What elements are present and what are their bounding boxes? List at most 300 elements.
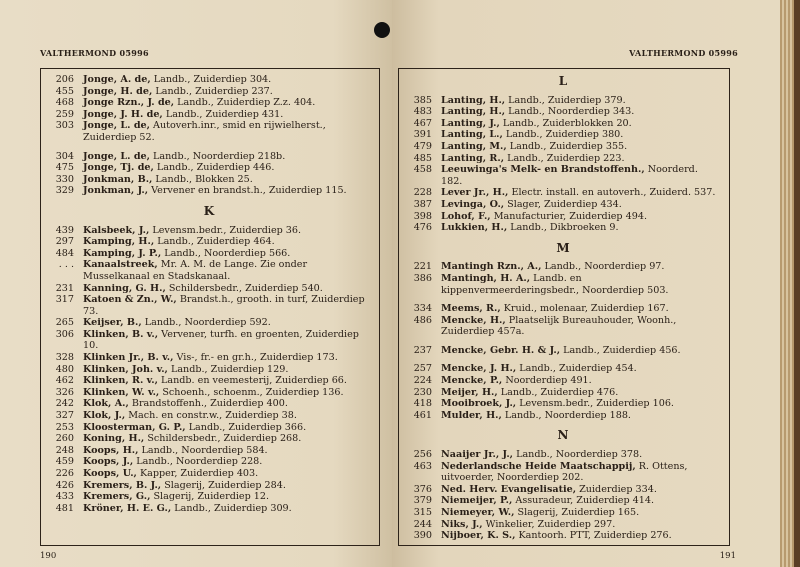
directory-entry (405, 530, 721, 542)
entry-text (83, 109, 371, 121)
subscriber-details: Landb., Zuiderdiep 366. (185, 421, 307, 433)
phone-number: 390 (413, 530, 432, 542)
page-number: 191 (719, 551, 736, 561)
section-letter: N (557, 428, 569, 443)
entry-text (441, 484, 721, 496)
subscriber-details: Landb., Zuiderdiep 431. (162, 108, 284, 120)
subscriber-details: Landb., Zuiderblokken 20. (499, 117, 632, 129)
subscriber-name: Naaijer Jr., J., (441, 449, 514, 461)
subscriber-name: Meems, R., (441, 303, 501, 315)
phone-number: . . . (58, 259, 74, 271)
subscriber-details: Landb., Zuiderdiep 304. (150, 74, 272, 85)
subscriber-name: Mulder, H., (441, 409, 502, 421)
subscriber-name: Jonge, Tj. de, (83, 162, 154, 174)
entry-text (83, 283, 371, 295)
spacer (405, 296, 721, 303)
subscriber-details: Landb., Zuiderdiep 464. (154, 236, 275, 248)
phone-number: 231 (55, 282, 74, 294)
phone-number: 387 (413, 198, 432, 210)
directory-entry (405, 164, 721, 187)
directory-entry (405, 261, 721, 273)
directory-entry (47, 97, 371, 109)
directory-entry (405, 410, 721, 422)
subscriber-details: Landb., Zuiderdiep 379. (505, 94, 626, 106)
phone-number: 304 (55, 150, 74, 162)
subscriber-name: Kanaalstreek, (83, 259, 158, 271)
subscriber-details: Winkelier, Zuiderdiep 297. (482, 518, 616, 530)
directory-entry (405, 363, 721, 375)
subscriber-name: Kröner, H. E. G., (83, 502, 172, 514)
phone-number: 476 (413, 222, 432, 234)
entry-text (441, 187, 721, 199)
phone-number: 330 (55, 173, 74, 185)
entry-list (47, 74, 371, 514)
directory-entry (47, 162, 371, 174)
subscriber-details: R. Ottens, uitvoerder, Noorderdiep 202. (441, 460, 688, 484)
subscriber-details: Landb., Noorderdiep 584. (138, 444, 268, 456)
directory-entry (405, 187, 721, 199)
phone-number: 221 (413, 261, 432, 273)
entry-text (83, 74, 371, 86)
entry-text (441, 363, 721, 375)
directory-entry (47, 468, 371, 480)
subscriber-details: Levensm.bedr., Zuiderdiep 106. (516, 398, 674, 410)
phone-number: 328 (55, 352, 74, 364)
directory-entry (405, 211, 721, 223)
entry-text (83, 387, 371, 399)
entry-text (441, 211, 721, 223)
subscriber-name: Nederlandsche Heide Maatschappij, (441, 460, 636, 472)
subscriber-details: Landb., Zuiderdiep 456. (560, 344, 681, 356)
entry-text (83, 162, 371, 174)
directory-entry (405, 315, 721, 338)
subscriber-name: Katoen & Zn., W., (83, 294, 177, 306)
subscriber-name: Lanting, R., (441, 152, 505, 164)
directory-entry (47, 248, 371, 260)
subscriber-name: Jonge, J. H. de, (83, 108, 163, 120)
subscriber-name: Kremers, B. J., (83, 479, 162, 491)
section-letter: K (203, 203, 215, 218)
phone-number: 297 (55, 236, 74, 248)
directory-entry (47, 364, 371, 376)
entry-text (441, 118, 721, 130)
directory-entry (47, 410, 371, 422)
subscriber-name: Klinken Jr., B. v., (83, 352, 174, 364)
phone-number: 461 (413, 409, 432, 421)
phone-number: 260 (55, 433, 74, 445)
left-page (0, 0, 392, 567)
directory-entry (47, 480, 371, 492)
subscriber-details: Landb., Noorderdiep 566. (161, 247, 291, 259)
phone-number: 458 (413, 164, 432, 176)
directory-entry (47, 174, 371, 186)
directory-entry (47, 236, 371, 248)
subscriber-details: Slager, Zuiderdiep 434. (504, 198, 622, 210)
phone-number: 459 (55, 456, 74, 468)
subscriber-details: Slagerij, Zuiderdiep 284. (161, 479, 286, 491)
directory-entry (405, 519, 721, 531)
spacer (405, 338, 721, 345)
subscriber-details: Kruid., molenaar, Zuiderdiep 167. (500, 303, 669, 315)
phone-number: 224 (413, 375, 432, 387)
phone-number: 244 (413, 518, 432, 530)
directory-entry (405, 273, 721, 296)
directory-entry (405, 345, 721, 357)
entry-text (441, 153, 721, 165)
directory-entry (47, 259, 371, 282)
directory-entry (405, 387, 721, 399)
phone-number: 265 (55, 317, 74, 329)
page-header: VALTHERMOND 05996 (629, 48, 738, 58)
subscriber-name: Klinken, Joh. v., (83, 363, 168, 375)
directory-entry (405, 449, 721, 461)
directory-entry (405, 106, 721, 118)
subscriber-details: Noorderd. 182. (441, 164, 698, 187)
subscriber-details: Landb., Noorderdiep 97. (541, 261, 665, 273)
subscriber-name: Kamping, J. P., (83, 247, 162, 259)
directory-entry (405, 495, 721, 507)
subscriber-name: Lanting, H., (441, 106, 506, 118)
directory-frame (398, 68, 730, 546)
phone-number: 248 (55, 444, 74, 456)
directory-entry (47, 294, 371, 317)
subscriber-name: Koops, J., (83, 456, 134, 468)
entry-text (441, 106, 721, 118)
directory-entry (405, 129, 721, 141)
entry-text (83, 329, 371, 352)
directory-entry (405, 398, 721, 410)
subscriber-details: Schildersbedr., Zuiderdiep 268. (144, 433, 302, 445)
subscriber-details: Landb., Zuiderdiep 380. (502, 129, 624, 141)
page-edges (780, 0, 800, 567)
directory-entry (47, 352, 371, 364)
entry-text (83, 174, 371, 186)
subscriber-details: Landb., Zuiderdiep 309. (171, 502, 292, 514)
subscriber-name: Kremers, G., (83, 491, 151, 503)
phone-number: 398 (413, 210, 432, 222)
entry-text (83, 352, 371, 364)
subscriber-name: Keijser, B., (83, 317, 142, 329)
subscriber-name: Mantingh Rzn., A., (441, 261, 542, 273)
entry-list (405, 74, 721, 542)
entry-text (441, 398, 721, 410)
directory-entry (47, 503, 371, 515)
directory-entry (47, 491, 371, 503)
entry-text (441, 495, 721, 507)
subscriber-details: Autoverh.inr., smid en rijwielherst., Zuiderdiep 52. (83, 120, 326, 143)
entry-text (441, 273, 721, 296)
phone-number: 484 (55, 247, 74, 259)
entry-text (441, 387, 721, 399)
entry-text (441, 222, 721, 234)
directory-entry (405, 141, 721, 153)
entry-text (83, 294, 371, 317)
subscriber-details: Landb., Noorderdiep 228. (133, 456, 263, 468)
subscriber-details: Landb., Zuiderdiep Z.z. 404. (174, 97, 316, 109)
phone-number: 379 (413, 495, 432, 507)
phone-number: 486 (413, 314, 432, 326)
directory-entry (405, 484, 721, 496)
phone-number: 228 (413, 187, 432, 199)
entry-text (441, 261, 721, 273)
subscriber-details: Landb., Noorderdiep 343. (505, 106, 635, 118)
subscriber-name: Klok, A., (83, 398, 129, 410)
directory-entry (47, 86, 371, 98)
subscriber-name: Kloosterman, G. P., (83, 421, 186, 433)
entry-text (83, 236, 371, 248)
subscriber-name: Lohof, F., (441, 210, 491, 222)
directory-entry (47, 398, 371, 410)
subscriber-name: Lever Jr., H., (441, 187, 509, 199)
phone-number: 237 (413, 344, 432, 356)
spacer (405, 356, 721, 363)
directory-entry (47, 329, 371, 352)
subscriber-details: Landb. en veemesterij, Zuiderdiep 66. (157, 375, 347, 387)
subscriber-details: Plaatselijk Bureauhouder, Woonh., Zuiderdiep 457a. (441, 314, 677, 338)
subscriber-name: Klinken, W. v., (83, 386, 160, 398)
subscriber-name: Ned. Herv. Evangelisatie, (441, 483, 577, 495)
subscriber-name: Koning, H., (83, 433, 145, 445)
directory-entry (47, 185, 371, 197)
directory-entry (47, 120, 371, 143)
subscriber-name: Mencke, H., (441, 314, 506, 326)
entry-text (441, 530, 721, 542)
phone-number: 439 (55, 224, 74, 236)
subscriber-name: Klinken, B. v., (83, 328, 159, 340)
subscriber-name: Levinga, O., (441, 198, 505, 210)
directory-entry (47, 225, 371, 237)
directory-entry (405, 507, 721, 519)
entry-text (441, 141, 721, 153)
subscriber-details: Landb., Noorderdiep 592. (141, 317, 271, 329)
directory-entry (47, 109, 371, 121)
subscriber-name: Jonkman, B., (83, 173, 153, 185)
entry-text (83, 480, 371, 492)
entry-text (441, 461, 721, 484)
phone-number: 327 (55, 410, 74, 422)
subscriber-details: Electr. install. en autoverh., Zuiderd. 537. (508, 187, 716, 199)
subscriber-name: Kanning, G. H., (83, 282, 166, 294)
subscriber-name: Koops, H., (83, 444, 139, 456)
subscriber-name: Kamping, H., (83, 236, 155, 248)
subscriber-name: Lanting, M., (441, 140, 507, 152)
subscriber-name: Jonkman, J., (83, 185, 149, 197)
entry-text (441, 449, 721, 461)
subscriber-details: Landb., Blokken 25. (152, 173, 253, 185)
subscriber-name: Leeuwinga's Melk- en Brandstoffenh., (441, 164, 645, 176)
phone-number: 433 (55, 491, 74, 503)
phone-number: 385 (413, 94, 432, 106)
subscriber-name: Meijer, H., (441, 386, 498, 398)
entry-text (83, 97, 371, 109)
directory-entry (47, 456, 371, 468)
subscriber-details: Landb., Zuiderdiep 223. (504, 152, 625, 164)
phone-number: 376 (413, 483, 432, 495)
subscriber-details: Landb., Zuiderdiep 129. (167, 363, 289, 375)
entry-text (83, 151, 371, 163)
entry-text (441, 199, 721, 211)
subscriber-details: Kantoorh. PTT, Zuiderdiep 276. (515, 530, 672, 542)
subscriber-name: Mantingh, H. A., (441, 272, 531, 284)
subscriber-details: Zuiderdiep 334. (576, 483, 657, 495)
page-number: 190 (40, 551, 57, 561)
subscriber-details: Landb., Zuiderdiep 446. (153, 162, 275, 174)
subscriber-details: Landb., Noorderdiep 218b. (149, 150, 286, 162)
subscriber-details: Slagerij, Zuiderdiep 12. (150, 491, 270, 503)
phone-number: 226 (55, 468, 74, 479)
subscriber-name: Klinken, R. v., (83, 375, 158, 387)
entry-text (441, 507, 721, 519)
directory-entry (47, 283, 371, 295)
phone-number: 483 (413, 106, 432, 118)
entry-text (441, 410, 721, 422)
phone-number: 242 (55, 398, 74, 410)
right-page (392, 0, 780, 567)
subscriber-details: Brandstoffenh., Zuiderdiep 400. (128, 398, 288, 410)
directory-entry (405, 118, 721, 130)
subscriber-name: Mencke, Gebr. H. & J., (441, 344, 561, 356)
entry-text (441, 315, 721, 338)
entry-text (441, 519, 721, 531)
section-letter: L (558, 74, 568, 88)
subscriber-details: Landb., Zuiderdiep 476. (497, 386, 619, 398)
subscriber-name: Niks, J., (441, 518, 483, 530)
directory-entry (47, 317, 371, 329)
entry-text (83, 456, 371, 468)
phone-number: 455 (55, 85, 74, 97)
phone-number: 386 (413, 272, 432, 284)
entry-text (83, 468, 371, 480)
section-letter: M (556, 240, 570, 255)
entry-text (83, 433, 371, 445)
subscriber-details: Slagerij, Zuiderdiep 165. (514, 507, 640, 518)
subscriber-name: Lanting, H., (441, 94, 506, 106)
subscriber-name: Mencke, J. H., (441, 363, 517, 375)
subscriber-details: Vervener, turfh. en groenten, Zuiderdiep 10. (83, 328, 359, 352)
entry-text (83, 86, 371, 98)
phone-number: 317 (55, 294, 74, 306)
subscriber-details: Landb., Zuiderdiep 454. (516, 363, 637, 375)
entry-text (83, 445, 371, 457)
phone-number: 326 (55, 386, 74, 398)
subscriber-details: Vervener en brandst.h., Zuiderdiep 115. (148, 185, 347, 197)
entry-text (441, 95, 721, 107)
spacer (47, 144, 371, 151)
subscriber-name: Jonge, L. de, (83, 150, 150, 162)
subscriber-details: Vis-, fr.- en gr.h., Zuiderdiep 173. (173, 352, 338, 364)
subscriber-name: Jonge, H. de, (83, 85, 153, 97)
directory-entry (47, 151, 371, 163)
directory-entry (47, 445, 371, 457)
subscriber-details: Manufacturier, Zuiderdiep 494. (490, 210, 647, 222)
directory-entry (47, 74, 371, 86)
entry-text (83, 503, 371, 515)
entry-text (441, 303, 721, 315)
phone-number: 475 (55, 162, 74, 174)
phone-number: 303 (55, 120, 74, 132)
subscriber-details: Mr. A. M. de Lange. Zie onder Musselkanaal en Stadskanaal. (83, 259, 308, 282)
entry-text (83, 491, 371, 503)
entry-text (441, 375, 721, 387)
subscriber-details: Assuradeur, Zuiderdiep 414. (512, 495, 655, 507)
entry-text (441, 164, 721, 187)
phone-number: 315 (413, 507, 432, 518)
entry-text (83, 259, 371, 282)
subscriber-details: Landb. en kippenvermeerderingsbedr., Noorderdiep 503. (441, 272, 669, 296)
subscriber-name: Jonge, A. de, (83, 74, 151, 85)
entry-text (83, 375, 371, 387)
entry-text (83, 120, 371, 143)
subscriber-details: Levensm.bedr., Zuiderdiep 36. (149, 224, 302, 236)
directory-entry (47, 375, 371, 387)
entry-text (83, 398, 371, 410)
subscriber-name: Niemeijer, P., (441, 495, 513, 507)
subscriber-name: Kalsbeek, J., (83, 224, 150, 236)
directory-entry (405, 303, 721, 315)
phone-number: 334 (413, 303, 432, 315)
phone-number: 391 (413, 129, 432, 141)
entry-text (83, 225, 371, 237)
phone-number: 467 (413, 117, 432, 129)
subscriber-details: Landb., Noorderdiep 378. (513, 449, 643, 461)
subscriber-name: Jonge, L. de, (83, 120, 150, 132)
phone-number: 479 (413, 140, 432, 152)
phone-number: 480 (55, 363, 74, 375)
entry-text (83, 364, 371, 376)
subscriber-name: Niemeyer, W., (441, 507, 515, 518)
entry-text (83, 422, 371, 434)
entry-text (441, 345, 721, 357)
subscriber-details: Noorderdiep 491. (502, 375, 592, 387)
entry-text (83, 248, 371, 260)
directory-frame (40, 68, 380, 546)
phone-number: 485 (413, 152, 432, 164)
binding-hole (374, 22, 390, 38)
directory-entry (47, 422, 371, 434)
entry-text (83, 410, 371, 422)
phone-number: 206 (55, 74, 74, 85)
subscriber-name: Jonge Rzn., J. de, (83, 97, 175, 109)
entry-text (83, 317, 371, 329)
directory-entry (405, 222, 721, 234)
phone-number: 481 (55, 502, 74, 514)
subscriber-name: Nijboer, K. S., (441, 530, 516, 542)
subscriber-details: Landb., Zuiderdiep 237. (152, 85, 273, 97)
subscriber-name: Lukkien, H., (441, 222, 508, 234)
phone-number: 418 (413, 398, 432, 410)
phone-number: 257 (413, 363, 432, 375)
entry-text (83, 185, 371, 197)
phone-number: 253 (55, 421, 74, 433)
directory-entry (405, 153, 721, 165)
directory-entry (405, 95, 721, 107)
subscriber-details: Schoenh., schoenm., Zuiderdiep 136. (159, 386, 344, 398)
phone-number: 256 (413, 449, 432, 461)
subscriber-details: Brandst.h., grooth. in turf, Zuiderdiep 73. (83, 294, 365, 317)
subscriber-details: Landb., Zuiderdiep 355. (506, 140, 628, 152)
directory-entry (405, 375, 721, 387)
subscriber-details: Kapper, Zuiderdiep 403. (136, 468, 259, 479)
entry-text (441, 129, 721, 141)
subscriber-name: Mooibroek, J., (441, 398, 517, 410)
phone-number: 230 (413, 386, 432, 398)
subscriber-details: Mach. en constr.w., Zuiderdiep 38. (125, 410, 297, 422)
phone-number: 463 (413, 460, 432, 472)
directory-entry (47, 433, 371, 445)
subscriber-name: Klok, J., (83, 410, 126, 422)
phone-number: 426 (55, 479, 74, 491)
phone-number: 329 (55, 185, 74, 197)
